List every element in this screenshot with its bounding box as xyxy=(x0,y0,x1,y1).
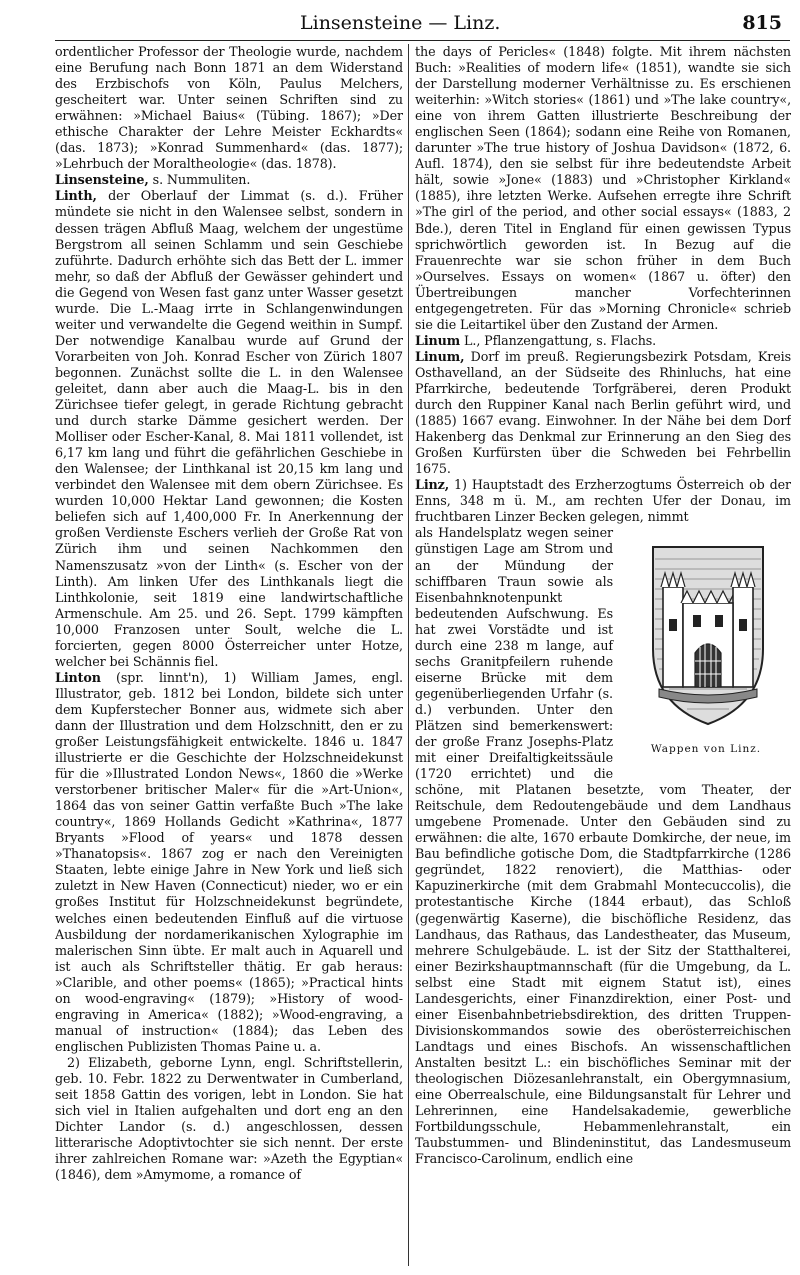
entry-paragraph: Linth, der Oberlauf der Limmat (s. d.). Früher mündete sie nicht in den Walensee selbst, sondern in dessen trägen Abfluß Maag, welchem der ungestüme Bergstrom all seinen Schlamm und sein Geschiebe zuführte. Dadurch erhöhte sich das Bett der L. immer mehr, so daß der Abfluß der Gewässer gehindert und die Gegend von Wesen fast ganz unter Wasser gesetzt wurde. Die L.-Maag irrte in Schlangenwindungen weiter und verwandelte die Gegend weithin in Sumpf. Der notwendige Kanalbau wurde auf Grund der Vorarbeiten von Joh. Konrad Escher von Zürich 1807 begonnen. Zunächst sollte die L. in den Walensee geleitet, dann aber auch die Maag-L. bis in den Zürichsee tiefer gelegt, in gerade Richtung gebracht und durch starke Dämme gesichert werden. Der Molliser oder Escher-Kanal, 8. Mai 1811 vollendet, ist 6,17 km lang und führt die gefährlichen Geschiebe in den Walensee; der Linthkanal ist 20,15 km lang und verbindet den Walensee mit dem obern Zürichsee. Es wurden 10,000 Hektar Land gewonnen; die Kosten beliefen sich auf 1,400,000 Fr. In Anerkennung der großen Verdienste Eschers verlieh der Große Rat von Zürich ihm und seinen Nachkommen den Namenszusatz »von der Linth« (s. Escher von der Linth). Am linken Ufer des Linthkanals liegt die Linthkolonie, seit 1819 eine landwirtschaftliche Armenschule. Am 25. und 26. Sept. 1799 kämpften 10,000 Franzosen unter Soult, welche die L. forcierten, gegen 8000 Österreicher unter Hotze, welcher bei Schännis fiel. xyxy=(55,188,403,669)
running-title: Linsensteine — Linz. xyxy=(300,12,501,34)
left-column xyxy=(55,44,403,1269)
figure-caption: Wappen von Linz. xyxy=(650,743,762,756)
entry-headword: Linsensteine, xyxy=(55,172,149,188)
coat-of-arms-figure xyxy=(621,529,791,764)
column-divider xyxy=(408,44,409,1266)
entry-headword: Linth, xyxy=(55,188,97,204)
header-rule xyxy=(55,40,790,41)
entry-paragraph: Linum L., Pflanzengattung, s. Flachs. xyxy=(415,332,657,348)
page-number: 815 xyxy=(742,12,782,34)
entry-paragraph: 2) Elizabeth, geborne Lynn, engl. Schriftstellerin, geb. 10. Febr. 1822 zu Derwentwater in Cumberland, seit 1858 Gattin des vorigen, lebt in London. Sie hat sich viel in Italien aufgehalten und dort eng an den Dichter Landor (s. d.) angeschlossen, dessen litterarische Adoptivtochter sie sich nennt. Der erste ihrer zahlreichen Romane war: »Azeth the Egyptian« (1846), dem »Amymome, a romance of xyxy=(55,1054,403,1183)
entry-headword: Linum, xyxy=(415,348,465,364)
entry-paragraph: Linton (spr. linnt'n), 1) William James, engl. Illustrator, geb. 1812 bei London, bildete sich unter dem Kupferstecher Bonner aus, widmete sich aber dann der Illustration und dem Holzschnitt, den er zu großer Leistungsfähigkeit entwickelte. 1846 u. 1847 illustrierte er die Geschichte der Holzschneidekunst für die »Illustrated London News«, 1860 die »Werke verstorbener britischer Maler« für die »Art-Union«, 1864 das von seiner Gattin verfaßte Buch »The lake country«, 1869 Hollands Gedicht »Kathrina«, 1877 Bryants »Flood of years« und 1878 dessen »Thanatopsis«. 1867 zog er nach den Vereinigten Staaten, lebte einige Jahre in New York und ließ sich zuletzt in New Haven (Connecticut) nieder, wo er ein großes Institut für Holzschneidekunst begründete, welches einen bedeutenden Einfluß auf die virtuose Ausbildung der nordamerikanischen Xylographie im malerischen Sinn übte. Er malt auch in Aquarell und ist auch als Schriftsteller thätig. Er gab heraus: »Clarible, and other poems« (1865); »Practical hints on wood-engraving« (1879); »History of wood-engraving in America« (1882); »Wood-engraving, a manual of instruction« (1884); das Leben des englischen Publizisten Thomas Paine u. a. xyxy=(55,669,403,1054)
entry-headword: Linton xyxy=(55,669,101,685)
entry-paragraph: Linz, 1) Hauptstadt des Erzherzogtums Österreich ob der Enns, 348 m ü. M., am rechten Ufer der Donau, im fruchtbaren Linzer Becken gelegen, nimmt xyxy=(415,477,791,525)
entry-paragraph: Wappen von Linz. als Handelsplatz wegen seiner günstigen Lage am Strom und an der Mündung der schiffbaren Traun sowie als Eisenbahnknotenpunkt bedeutenden Aufschwung. Es hat zwei Vorstädte und ist durch eine 238 m lange, auf sechs Granitpfeilern ruhende eiserne Brücke mit dem gegenüberliegenden Urfahr (s. d.) verbunden. Unter den Plätzen sind bemerkenswert: der große Franz Josephs-Platz mit einer Dreifaltigkeitssäule (1720 errichtet) und die schöne, mit Platanen besetzte, vom Theater, der Reitschule, dem Redoutengebäude und dem Landhaus umgebene Promenade. Unter den Gebäuden sind zu erwähnen: die alte, 1670 erbaute Domkirche, der neue, im Bau befindliche gotische Dom, die Stadtpfarrkirche (1286 gegründet, 1822 renoviert), die Matthias- oder Kapuzinerkirche (mit dem Grabmahl Montecuccolis), die protestantische Kirche (1844 erbaut), das Schloß (gegenwärtig Kaserne), die bischöfliche Residenz, das Landhaus, das Rathaus, das Landestheater, das Museum, mehrere Schulgebäude. L. ist der Sitz der Statthalterei, einer Bezirkshauptmannschaft (für die Umgebung, da L. selbst eine Stadt mit eignem Statut ist), eines Landesgerichts, einer Finanzdirektion, einer Post- und einer Eisenbahnbetriebsdirektion, des dritten Truppen-Divisionskommandos sowie des oberösterreichischen Landtags und eines Bischofs. An wissenschaftlichen Anstalten besitzt L.: ein bischöfliches Seminar mit der theologischen Diözesanlehranstalt, ein Obergymnasium, eine Oberrealschule, eine Bildungsanstalt für Lehrer und Lehrerinnen, eine Handelsakademie, gewerbliche Fortbildungsschule, Hebammenlehranstalt, ein Taubstummen- und Blindeninstitut, das Landesmuseum Francisco-Carolinum, endlich eine xyxy=(415,525,791,1167)
coat-of-arms-icon xyxy=(633,529,783,734)
entry-headword: Linum xyxy=(415,332,461,348)
entry-paragraph: Linum, Dorf im preuß. Regierungsbezirk Potsdam, Kreis Osthavelland, an der Südseite des Rhinluchs, hat eine Pfarrkirche, bedeutende Torfgräberei, deren Produkt durch den Ruppiner Kanal nach Berlin geführt wird, und (1885) 1667 evang. Einwohner. In der Nähe bei dem Dorf Hakenberg das Denkmal zur Erinnerung an den Sieg des Großen Kurfürsten über die Schweden bei Fehrbellin 1675. xyxy=(415,348,791,477)
right-column xyxy=(415,44,791,1269)
entry-headword: Linz, xyxy=(415,477,450,493)
entry-paragraph: the days of Pericles« (1848) folgte. Mit ihrem nächsten Buch: »Realities of modern life« (1851), wandte sie sich der Darstellung moderner Verhältnisse zu. Es erschienen weiterhin: »Witch stories« (1861) und »The lake country«, eine von ihrem Gatten illustrierte Beschreibung der englischen Seen (1864); sodann eine Reihe von Romanen, darunter »The true history of Joshua Davidson« (1872, 6. Aufl. 1874), den sie selbst für ihre bedeutendste Arbeit hält, sowie »Jone« (1883) und »Christopher Kirkland« (1885), ihre letzten Werke. Aufsehen erregte ihre Schrift »The girl of the period, and other social essays« (1883, 2 Bde.), deren Titel in England für einen gewissen Typus sprichwörtlich geworden ist. In Bezug auf die Frauenrechte war sie schon früher in dem Buch »Ourselves. Essays on women« (1867 u. öfter) den Übertreibungen mancher Vorfechterinnen entgegengetreten. Für das »Morning Chronicle« schrieb sie die Leitartikel über den Zustand der Armen. xyxy=(415,44,791,332)
entry-paragraph: ordentlicher Professor der Theologie wurde, nachdem eine Berufung nach Bonn 1871 an dem Widerstand des Erzbischofs von Köln, Paulus Melchers, gescheitert war. Unter seinen Schriften sind zu erwähnen: »Michael Baius« (Tübing. 1867); »Der ethische Charakter der Lehre Meister Eckhardts« (das. 1873); »Konrad Summenhard« (das. 1877); »Lehrbuch der Moraltheologie« (das. 1878). xyxy=(55,44,403,172)
entry-paragraph: Linsensteine, s. Nummuliten. xyxy=(55,172,251,188)
